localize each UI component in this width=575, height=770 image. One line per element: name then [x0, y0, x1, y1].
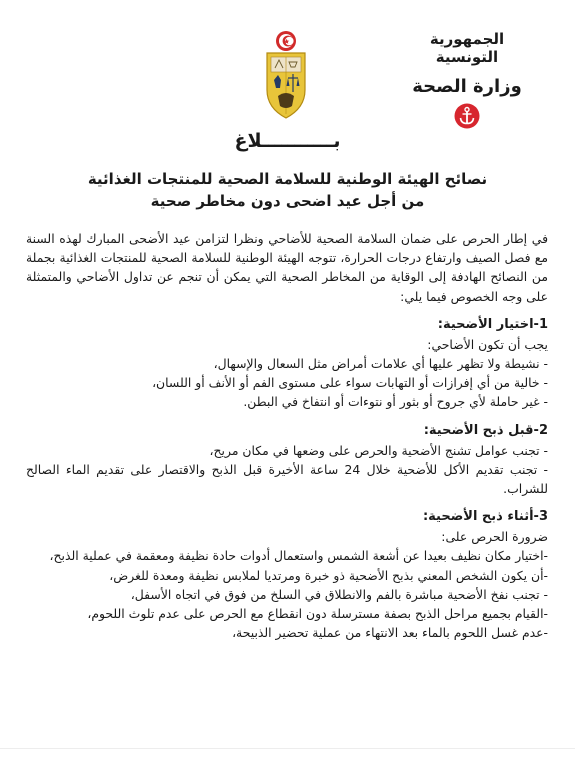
section-choosing-sacrifice — [26, 315, 548, 412]
section-lead: يجب أن تكون الأضاحي: — [427, 336, 548, 352]
list-item: - غير حاملة لأي جروح أو بثور أو نتوءات أو انتفاخ في البطن. — [243, 394, 548, 410]
page-bottom-divider — [0, 748, 575, 749]
subtitle-line-2: من أجل عيد اضحى دون مخاطر صحية — [150, 192, 425, 210]
notice-subtitle — [0, 168, 575, 212]
intro-paragraph: في إطار الحرص على ضمان السلامة الصحية للأضاحي ونظرا لتزامن عيد الأضحى المبارك لهذه السنة مع فصل الصيف وارتفاع درجات الحرارة، تتوجه الهيئة الوطنية للسلامة الصحية للمنتجات الغذائية بجملة من النصائح الهادفة إلى الوقاية من المخاطر الصحية التي يمكن أن تنجم عن تداول الأضاحي والمتمثلة على وجه الخصوص فيما يلي: — [26, 231, 548, 304]
letterhead — [397, 30, 537, 129]
list-item: -أن يكون الشخص المعني بذبح الأضحية ذو خبرة ومرتديا لملابس نظيفة ومعدة للغرض، — [109, 567, 548, 583]
section-before-slaughter — [26, 421, 548, 499]
tunisia-coat-of-arms-icon — [263, 30, 309, 122]
section-lead: ضرورة الحرص على: — [441, 529, 548, 545]
section-title: 2-قبل ذبح الأضحية: — [423, 422, 548, 438]
list-item: - نشيطة ولا تظهر عليها أي علامات أمراض مثل السعال والإسهال، — [213, 356, 548, 372]
list-item: - تجنب عوامل تشنج الأضحية والحرص على وضعها في مكان مريح، — [209, 442, 548, 458]
subtitle-line-1: نصائح الهيئة الوطنية للسلامة الصحية للمنتجات الغذائية — [87, 170, 488, 188]
section-title: 3-أثناء ذبح الأضحية: — [422, 509, 548, 525]
list-item: - تجنب نفخ الأضحية مباشرة بالفم والانطلاق في السلخ من فوق في اتجاه الأسفل، — [130, 586, 548, 602]
section-during-slaughter — [26, 507, 548, 642]
health-anchor-icon — [454, 103, 480, 129]
ministry-name: وزارة الصحة — [412, 76, 522, 97]
notice-body — [26, 229, 548, 651]
list-item: - تجنب تقديم الأكل للأضحية خلال 24 ساعة الأخيرة قبل الذبح والاقتصار على تقديم الماء الصالح للشراب. — [26, 461, 548, 497]
section-title: 1-اختيار الأضحية: — [437, 316, 548, 332]
list-item: - خالية من أي إفرازات أو التهابات سواء على مستوى الفم أو الأنف أو اللسان، — [152, 375, 548, 391]
list-item: -عدم غسل اللحوم بالماء بعد الانتهاء من عملية تحضير الذبيحة، — [232, 625, 548, 641]
notice-title: بـــــــــــلاغ — [234, 130, 341, 152]
list-item: -اختيار مكان نظيف بعيدا عن أشعة الشمس واستعمال أدوات حادة نظيفة ومعقمة في عملية الذبح، — [49, 548, 548, 564]
list-item: -القيام بجميع مراحل الذبح بصفة مسترسلة دون انقطاع مع الحرص على عدم تلوث اللحوم، — [87, 606, 548, 622]
republic-name: الجمهورية التونسية — [429, 30, 505, 66]
